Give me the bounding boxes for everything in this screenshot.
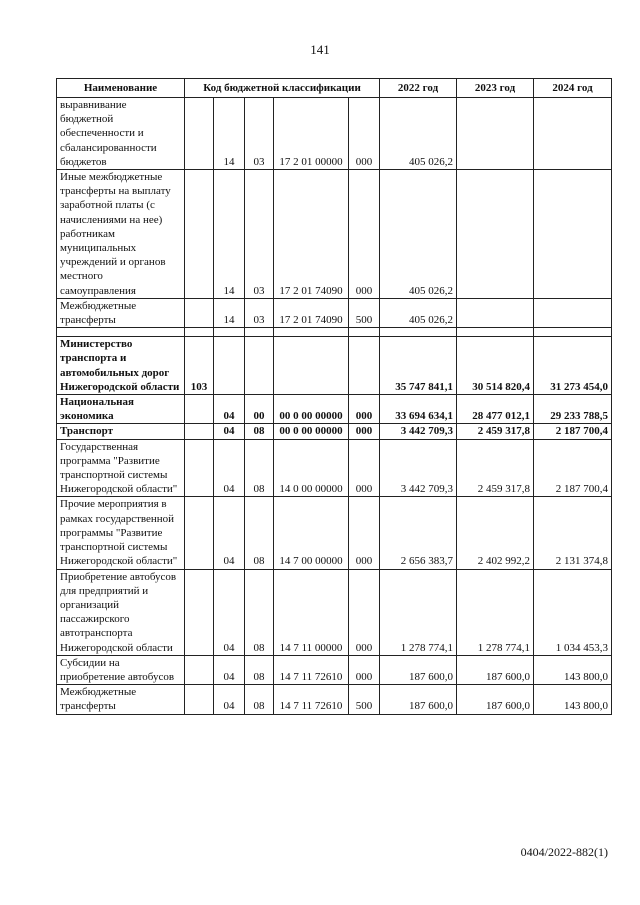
header-name: Наименование	[57, 79, 185, 98]
ministry-code	[185, 395, 214, 424]
page-number: 141	[310, 42, 330, 57]
subsection-code: 03	[245, 170, 274, 299]
value-2024: 2 187 700,4	[534, 439, 612, 497]
empty-cell	[349, 328, 380, 337]
table-row	[57, 685, 612, 714]
ministry-code	[185, 439, 214, 497]
header-code: Код бюджетной классификации	[185, 79, 380, 98]
value-2024: 2 187 700,4	[534, 424, 612, 439]
row-name: Государственная программа "Развитие транспортной системы Нижегородской области"	[57, 439, 185, 497]
subsection-code: 08	[245, 655, 274, 684]
expense-type-code: 500	[349, 685, 380, 714]
row-name: Транспорт	[57, 424, 185, 439]
subsection-code: 03	[245, 98, 274, 170]
expense-type-code	[349, 337, 380, 395]
subsection-code: 08	[245, 685, 274, 714]
table-row	[57, 439, 612, 497]
value-2023: 1 278 774,1	[457, 569, 534, 655]
header-2023: 2023 год	[457, 79, 534, 98]
section-code: 04	[214, 685, 245, 714]
empty-cell	[534, 328, 612, 337]
ministry-code	[185, 424, 214, 439]
value-2023: 30 514 820,4	[457, 337, 534, 395]
row-name: Межбюджетные трансферты	[57, 685, 185, 714]
table-header-row	[57, 79, 612, 98]
value-2024	[534, 98, 612, 170]
value-2024: 2 131 374,8	[534, 497, 612, 569]
value-2023: 187 600,0	[457, 655, 534, 684]
value-2022: 187 600,0	[380, 685, 457, 714]
expense-type-code: 000	[349, 439, 380, 497]
table-row	[57, 170, 612, 299]
subsection-code: 08	[245, 569, 274, 655]
ministry-code	[185, 569, 214, 655]
value-2024: 31 273 454,0	[534, 337, 612, 395]
section-code: 04	[214, 424, 245, 439]
ministry-code	[185, 170, 214, 299]
section-code: 14	[214, 298, 245, 327]
table-row	[57, 569, 612, 655]
section-code: 04	[214, 439, 245, 497]
table-row	[57, 655, 612, 684]
value-2023: 28 477 012,1	[457, 395, 534, 424]
value-2022: 405 026,2	[380, 98, 457, 170]
ministry-code	[185, 685, 214, 714]
empty-cell	[57, 328, 185, 337]
table-row	[57, 424, 612, 439]
value-2023: 2 459 317,8	[457, 439, 534, 497]
empty-cell	[214, 328, 245, 337]
value-2023: 2 459 317,8	[457, 424, 534, 439]
empty-cell	[380, 328, 457, 337]
section-code: 14	[214, 98, 245, 170]
expense-type-code: 500	[349, 298, 380, 327]
section-code: 04	[214, 655, 245, 684]
expense-type-code: 000	[349, 655, 380, 684]
ministry-code	[185, 655, 214, 684]
article-code: 14 7 11 00000	[274, 569, 349, 655]
value-2022: 405 026,2	[380, 298, 457, 327]
article-code: 00 0 00 00000	[274, 424, 349, 439]
value-2024	[534, 170, 612, 299]
row-name: Приобретение автобусов для предприятий и организаций пассажирского автотранспорта Нижегородской области	[57, 569, 185, 655]
value-2024: 1 034 453,3	[534, 569, 612, 655]
row-name: выравнивание бюджетной обеспеченности и сбалансированности бюджетов	[57, 98, 185, 170]
table-row	[57, 98, 612, 170]
expense-type-code: 000	[349, 98, 380, 170]
value-2022: 3 442 709,3	[380, 424, 457, 439]
value-2022: 2 656 383,7	[380, 497, 457, 569]
value-2022: 3 442 709,3	[380, 439, 457, 497]
expense-type-code: 000	[349, 170, 380, 299]
value-2023	[457, 98, 534, 170]
row-name: Национальная экономика	[57, 395, 185, 424]
subsection-code	[245, 337, 274, 395]
value-2022: 405 026,2	[380, 170, 457, 299]
empty-cell	[185, 328, 214, 337]
value-2024: 143 800,0	[534, 685, 612, 714]
value-2023	[457, 298, 534, 327]
row-name: Министерство транспорта и автомобильных дорог Нижегородской области	[57, 337, 185, 395]
value-2023	[457, 170, 534, 299]
subsection-code: 08	[245, 439, 274, 497]
value-2022: 1 278 774,1	[380, 569, 457, 655]
expense-type-code: 000	[349, 424, 380, 439]
expense-type-code: 000	[349, 497, 380, 569]
article-code: 14 0 00 00000	[274, 439, 349, 497]
table-row	[57, 395, 612, 424]
article-code: 00 0 00 00000	[274, 395, 349, 424]
article-code: 17 2 01 74090	[274, 170, 349, 299]
value-2022: 187 600,0	[380, 655, 457, 684]
article-code: 17 2 01 00000	[274, 98, 349, 170]
empty-cell	[274, 328, 349, 337]
value-2023: 187 600,0	[457, 685, 534, 714]
value-2023: 2 402 992,2	[457, 497, 534, 569]
ministry-code: 103	[185, 337, 214, 395]
value-2024	[534, 298, 612, 327]
value-2022: 33 694 634,1	[380, 395, 457, 424]
article-code: 14 7 00 00000	[274, 497, 349, 569]
article-code: 14 7 11 72610	[274, 655, 349, 684]
row-name: Межбюджетные трансферты	[57, 298, 185, 327]
table-row	[57, 298, 612, 327]
ministry-code	[185, 497, 214, 569]
ministry-code	[185, 98, 214, 170]
article-code	[274, 337, 349, 395]
value-2022: 35 747 841,1	[380, 337, 457, 395]
empty-cell	[245, 328, 274, 337]
section-code: 04	[214, 569, 245, 655]
article-code: 14 7 11 72610	[274, 685, 349, 714]
value-2024: 29 233 788,5	[534, 395, 612, 424]
article-code: 17 2 01 74090	[274, 298, 349, 327]
spacer-row	[57, 328, 612, 337]
subsection-code: 08	[245, 497, 274, 569]
section-code: 04	[214, 395, 245, 424]
table-row	[57, 497, 612, 569]
value-2024: 143 800,0	[534, 655, 612, 684]
subsection-code: 00	[245, 395, 274, 424]
subsection-code: 03	[245, 298, 274, 327]
expense-type-code: 000	[349, 569, 380, 655]
section-code	[214, 337, 245, 395]
empty-cell	[457, 328, 534, 337]
header-2024: 2024 год	[534, 79, 612, 98]
expense-type-code: 000	[349, 395, 380, 424]
row-name: Иные межбюджетные трансферты на выплату заработной платы (с начислениями на нее) работникам муниципальных учреждений и органов местного самоуправления	[57, 170, 185, 299]
table-row	[57, 337, 612, 395]
row-name: Прочие мероприятия в рамках государственной программы "Развитие транспортной системы Нижегородской области"	[57, 497, 185, 569]
section-code: 14	[214, 170, 245, 299]
row-name: Субсидии на приобретение автобусов	[57, 655, 185, 684]
ministry-code	[185, 298, 214, 327]
header-2022: 2022 год	[380, 79, 457, 98]
section-code: 04	[214, 497, 245, 569]
subsection-code: 08	[245, 424, 274, 439]
document-code: 0404/2022-882(1)	[520, 845, 608, 859]
budget-table	[56, 78, 612, 715]
